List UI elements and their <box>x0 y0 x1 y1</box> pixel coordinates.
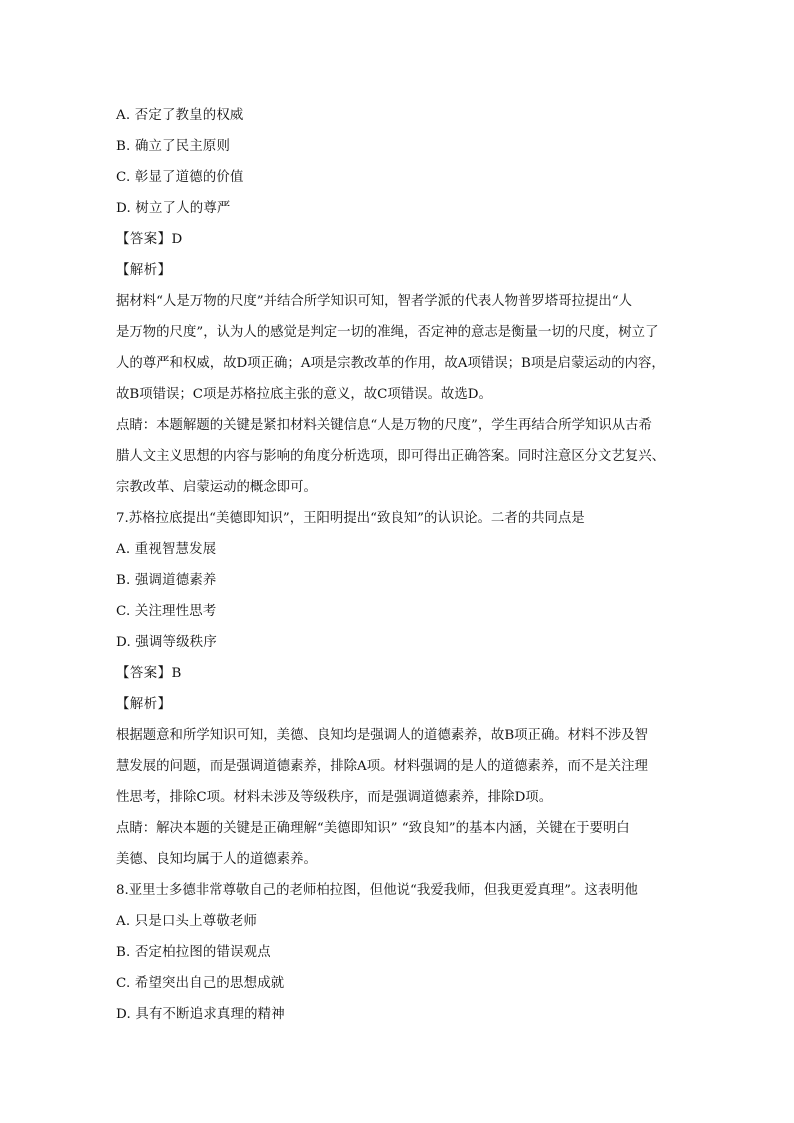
q8-options <box>116 906 696 1030</box>
q7-analysis-label: 【解析】 <box>116 697 172 712</box>
q6-analysis-line: 故B项错误；C项是苏格拉底主张的意义，故C项错误。故选D。 <box>116 387 492 402</box>
q7-option-a: A. 重视智慧发展 <box>116 542 217 557</box>
document-page <box>116 100 696 1030</box>
q6-analysis-line: 人的尊严和权威，故D项正确；A项是宗教改革的作用，故A项错误；B项是启蒙运动的内容， <box>116 356 665 371</box>
q7-comment-line: 美德、良知均属于人的道德素养。 <box>116 852 317 867</box>
q7-analysis-line: 根据题意和所学知识可知，美德、良知均是强调人的道德素养，故B项正确。材料不涉及智 <box>116 728 649 743</box>
q6-comment <box>116 410 696 503</box>
q6-option-a: A. 否定了教皇的权威 <box>116 108 244 123</box>
q6-analysis-label: 【解析】 <box>116 263 172 278</box>
q6-analysis-line: 据材料“人是万物的尺度”并结合所学知识可知，智者学派的代表人物普罗塔哥拉提出“人 <box>116 294 632 309</box>
q8-stem: 8.亚里士多德非常尊敬自己的老师柏拉图，但他说“我爱我师，但我更爱真理”。这表明他 <box>116 883 638 898</box>
q6-analysis-line: 是万物的尺度”，认为人的感觉是判定一切的准绳，否定神的意志是衡量一切的尺度，树立了 <box>116 325 659 340</box>
q6-analysis <box>116 286 696 410</box>
q8-option-a: A. 只是口头上尊敬老师 <box>116 914 258 929</box>
q8-option-d: D. 具有不断追求真理的精神 <box>116 1007 285 1022</box>
q7-comment <box>116 813 696 875</box>
q6-option-d: D. 树立了人的尊严 <box>116 201 231 216</box>
q7-analysis-line: 慧发展的问题，而是强调道德素养，排除A项。材料强调的是人的道德素养，而不是关注理 <box>116 759 648 774</box>
q6-option-b: B. 确立了民主原则 <box>116 139 231 154</box>
q7-analysis-line: 性思考，排除C项。材料未涉及等级秩序，而是强调道德素养，排除D项。 <box>116 790 553 805</box>
q7-options <box>116 534 696 658</box>
q6-options <box>116 100 696 224</box>
q8-option-b: B. 否定柏拉图的错误观点 <box>116 945 271 960</box>
q7-comment-line: 点睛：解决本题的关键是正确理解“美德即知识” “致良知”的基本内涵，关键在于要明白 <box>116 821 630 836</box>
q7-stem: 7.苏格拉底提出“美德即知识”，王阳明提出“致良知”的认识论。二者的共同点是 <box>116 511 585 526</box>
q7-option-d: D. 强调等级秩序 <box>116 635 217 650</box>
q6-comment-line: 宗教改革、启蒙运动的概念即可。 <box>116 480 317 495</box>
q7-option-c: C. 关注理性思考 <box>116 604 217 619</box>
q6-comment-line: 点睛：本题解题的关键是紧扣材料关键信息“人是万物的尺度”，学生再结合所学知识从古希 <box>116 418 652 433</box>
q6-option-c: C. 彰显了道德的价值 <box>116 170 244 185</box>
q8-option-c: C. 希望突出自己的思想成就 <box>116 976 285 991</box>
q7-option-b: B. 强调道德素养 <box>116 573 217 588</box>
q7-analysis <box>116 720 696 813</box>
q7-answer: 【答案】B <box>116 666 182 681</box>
q6-comment-line: 腊人文主义思想的内容与影响的角度分析选项，即可得出正确答案。同时注意区分文艺复兴、 <box>116 449 666 464</box>
q6-answer: 【答案】D <box>116 232 183 247</box>
